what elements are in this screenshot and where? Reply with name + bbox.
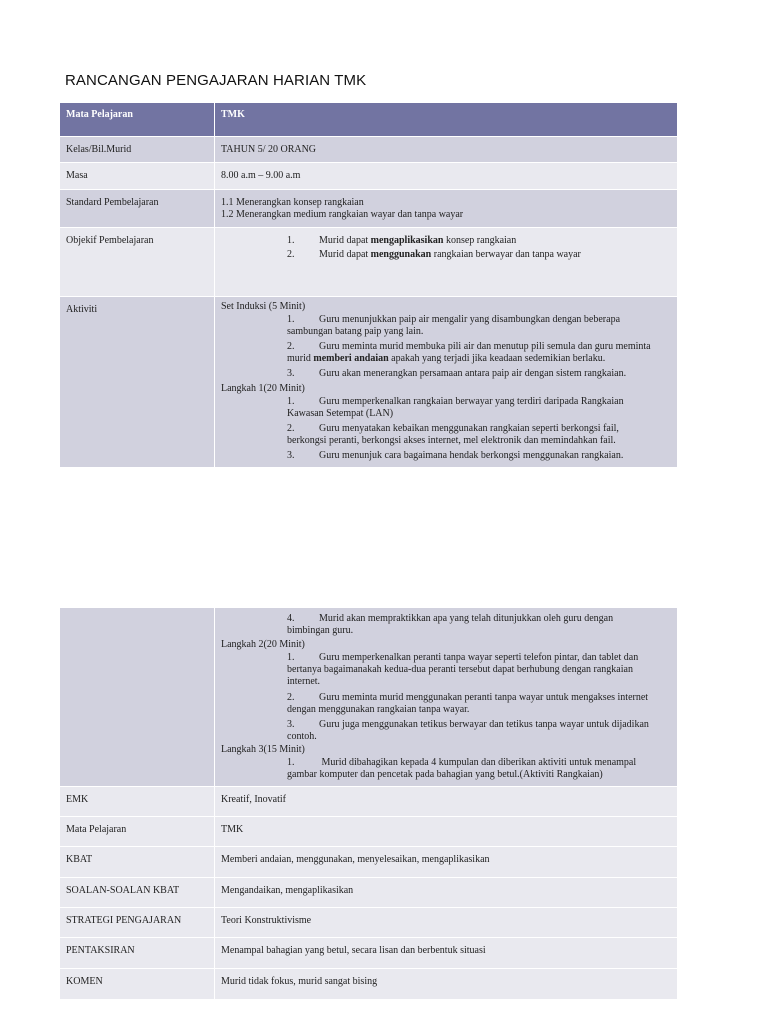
header-value: TMK [215, 103, 678, 137]
list-item: 3. Guru menunjuk cara bagaimana hendak berkongsi menggunakan rangkaian. [287, 450, 624, 461]
row-label: SOALAN-SOALAN KBAT [60, 878, 215, 908]
list-item: 1. Murid dibahagikan kepada 4 kumpulan dan diberikan aktiviti untuk menampal [287, 757, 637, 768]
standard-line: 1.1 Menerangkan konsep rangkaian [221, 197, 364, 208]
list-item: 2. Guru meminta murid membuka pili air dan menutup pili semula dan guru meminta [287, 341, 651, 352]
row-value [215, 190, 678, 228]
section-heading: Langkah 3(15 Minit) [221, 744, 305, 755]
row-label: Kelas/Bil.Murid [60, 137, 215, 163]
list-item-continuation: gambar komputer dan pencetak pada bahagian yang betul.(Aktiviti Rangkaian) [287, 769, 603, 780]
page-title: RANCANGAN PENGAJARAN HARIAN TMK [65, 72, 367, 89]
list-item: 2. Murid dapat menggunakan rangkaian berwayar dan tanpa wayar [287, 249, 581, 260]
list-item-continuation: contoh. [287, 731, 317, 742]
row-value [215, 297, 678, 468]
list-item: 2. Guru menyatakan kebaikan menggunakan rangkaian seperti berkongsi fail, [287, 423, 619, 434]
lesson-plan-table-2 [59, 607, 678, 1000]
row-value: Kreatif, Inovatif [215, 787, 678, 817]
table-row [60, 787, 678, 817]
row-value: 8.00 a.m – 9.00 a.m [215, 163, 678, 190]
section-heading: Langkah 2(20 Minit) [221, 639, 305, 650]
row-label: Masa [60, 163, 215, 190]
row-value: Teori Konstruktivisme [215, 908, 678, 938]
table-row [60, 817, 678, 847]
list-item: 1. Guru menunjukkan paip air mengalir yang disambungkan dengan beberapa [287, 314, 621, 325]
list-item: 2. Guru meminta murid menggunakan peranti tanpa wayar untuk mengakses internet [287, 692, 649, 703]
row-value [215, 608, 678, 787]
list-item-continuation: sambungan batang paip yang lain. [287, 326, 424, 337]
list-item-continuation: Kawasan Setempat (LAN) [287, 408, 394, 419]
row-label: KOMEN [60, 969, 215, 1000]
table-row [60, 908, 678, 938]
table-row [60, 297, 678, 468]
row-value: Mengandaikan, mengaplikasikan [215, 878, 678, 908]
list-item-continuation: dengan menggunakan rangkaian tanpa wayar. [287, 704, 470, 715]
row-label: Standard Pembelajaran [60, 190, 215, 228]
row-value [215, 228, 678, 297]
row-label [60, 608, 215, 787]
row-value: Memberi andaian, menggunakan, menyelesaikan, mengaplikasikan [215, 847, 678, 878]
row-label: KBAT [60, 847, 215, 878]
list-item: 3. Guru juga menggunakan tetikus berwayar dan tetikus tanpa wayar untuk dijadikan [287, 719, 649, 730]
list-item: 1. Murid dapat mengaplikasikan konsep rangkaian [287, 235, 517, 246]
table-row [60, 608, 678, 787]
row-value: TAHUN 5/ 20 ORANG [215, 137, 678, 163]
list-item: 1. Guru memperkenalkan peranti tanpa wayar seperti telefon pintar, dan tablet dan [287, 652, 639, 663]
list-item-continuation: berkongsi peranti, berkongsi akses internet, mel elektronik dan memindahkan fail. [287, 435, 616, 446]
table-header-row [60, 103, 678, 137]
list-item: 1. Guru memperkenalkan rangkaian berwayar yang terdiri daripada Rangkaian [287, 396, 624, 407]
row-label: Mata Pelajaran [60, 817, 215, 847]
list-item-continuation: bertanya bagaimanakah kedua-dua peranti tersebut dapat berhubung dengan rangkaian [287, 664, 633, 675]
row-value: Murid tidak fokus, murid sangat bising [215, 969, 678, 1000]
row-value: TMK [215, 817, 678, 847]
table-row [60, 878, 678, 908]
table-row [60, 137, 678, 163]
table-row [60, 969, 678, 1000]
table-row [60, 938, 678, 969]
list-item-continuation: murid memberi andaian apakah yang terjadi jika keadaan sedemikian berlaku. [287, 353, 606, 364]
row-value: Menampal bahagian yang betul, secara lisan dan berbentuk situasi [215, 938, 678, 969]
table-row [60, 847, 678, 878]
row-label: STRATEGI PENGAJARAN [60, 908, 215, 938]
header-label: Mata Pelajaran [60, 103, 215, 137]
list-item-continuation: bimbingan guru. [287, 625, 354, 636]
row-label: EMK [60, 787, 215, 817]
section-heading: Set Induksi (5 Minit) [221, 301, 306, 312]
list-item: 3. Guru akan menerangkan persamaan antara paip air dengan sistem rangkaian. [287, 368, 627, 379]
standard-line: 1.2 Menerangkan medium rangkaian wayar dan tanpa wayar [221, 209, 464, 220]
table-row [60, 228, 678, 297]
lesson-plan-table-1 [59, 102, 678, 468]
row-label: Aktiviti [60, 297, 215, 468]
list-item-continuation: internet. [287, 676, 321, 687]
table-row [60, 163, 678, 190]
row-label: Objekif Pembelajaran [60, 228, 215, 297]
list-item: 4. Murid akan mempraktikkan apa yang telah ditunjukkan oleh guru dengan [287, 613, 614, 624]
row-label: PENTAKSIRAN [60, 938, 215, 969]
table-row [60, 190, 678, 228]
section-heading: Langkah 1(20 Minit) [221, 383, 305, 394]
